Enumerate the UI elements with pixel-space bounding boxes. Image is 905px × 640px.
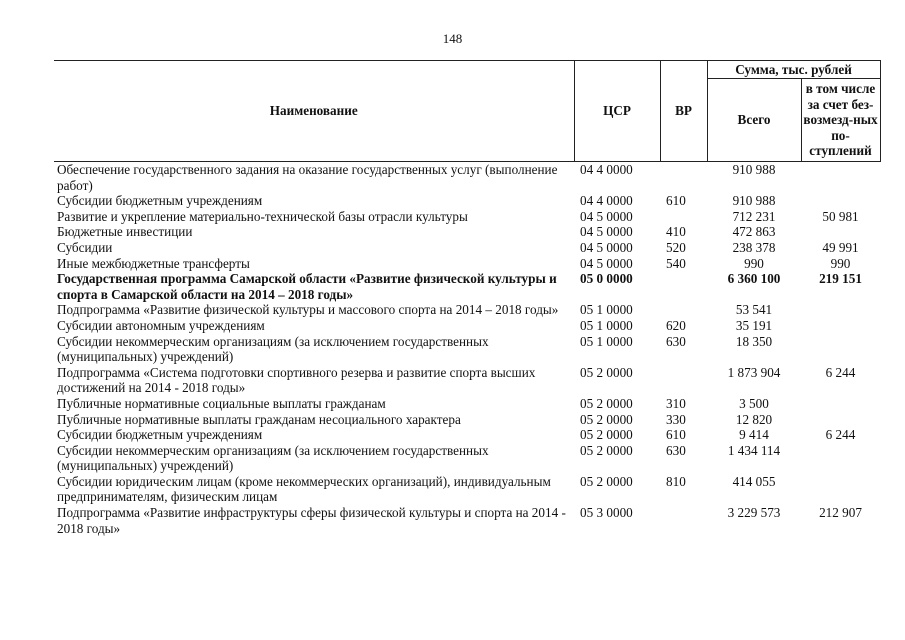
row-total: 6 360 100: [727, 271, 781, 287]
row-total: 12 820: [735, 411, 773, 427]
row-extra: [801, 318, 880, 334]
header-name: Наименование: [54, 61, 574, 162]
row-total: 1 434 114: [727, 442, 781, 458]
table-row: [54, 365, 880, 396]
table-row: [54, 193, 880, 209]
table-header: [54, 61, 880, 162]
table-row: [54, 256, 880, 272]
row-extra: 212 907: [819, 505, 862, 521]
row-csr: 05 2 0000: [580, 427, 633, 443]
table-body: [54, 162, 880, 537]
table-row: [54, 412, 880, 428]
row-csr: 05 1 0000: [580, 333, 633, 349]
row-extra: 6 244: [825, 427, 856, 443]
row-total: 1 873 904: [727, 364, 781, 380]
page-number: 148: [442, 31, 463, 46]
row-total: 472 863: [732, 224, 776, 240]
row-name: Субсидии: [57, 239, 113, 255]
row-total: 910 988: [732, 193, 776, 209]
table-row: [54, 318, 880, 334]
row-csr: 05 2 0000: [580, 364, 633, 380]
row-csr: 05 1 0000: [580, 317, 633, 333]
row-name: Субсидии бюджетным учреждениям: [57, 193, 263, 209]
row-extra: 6 244: [825, 364, 856, 380]
row-csr: 05 2 0000: [580, 473, 633, 489]
row-name: Подпрограмма «Развитие физической культуры и массового спорта на 2014 – 2018 годы»: [57, 302, 559, 318]
row-extra: 219 151: [819, 271, 862, 287]
row-name: Субсидии некоммерческим организациям (за исключением государственных (муниципальных) учреждений): [57, 333, 489, 365]
table-row: [54, 443, 880, 474]
table-row: [54, 224, 880, 240]
row-name: Субсидии юридическим лицам (кроме некоммерческих организаций), индивидуальным предпринимателям, физическим лицам: [57, 473, 551, 505]
row-vr: 540: [666, 255, 686, 271]
row-name: Развитие и укрепление материально-технической базы отрасли культуры: [57, 208, 468, 224]
budget-table: [54, 60, 881, 536]
table-row: [54, 505, 880, 536]
row-name: Субсидии бюджетным учреждениям: [57, 427, 263, 443]
row-vr: 630: [666, 442, 686, 458]
row-total: 53 541: [735, 302, 773, 318]
row-total: 712 231: [732, 208, 776, 224]
header-total: Всего: [707, 79, 801, 162]
row-extra: [801, 162, 880, 194]
row-extra: [801, 334, 880, 365]
row-vr: [660, 162, 707, 194]
row-total: 18 350: [735, 333, 773, 349]
header-vr: ВР: [660, 61, 707, 162]
row-csr: 05 2 0000: [580, 411, 633, 427]
row-csr: 05 2 0000: [580, 442, 633, 458]
row-total: 910 988: [732, 162, 776, 177]
table-row: [54, 162, 880, 194]
row-vr: 610: [666, 427, 686, 443]
row-vr: [660, 209, 707, 225]
row-extra: [801, 302, 880, 318]
row-vr: [660, 271, 707, 302]
row-name: Подпрограмма «Система подготовки спортивного резерва и развитие спорта высших достижений на 2014 - 2018 годы»: [57, 364, 536, 396]
row-extra: [801, 193, 880, 209]
row-extra: 49 991: [822, 239, 859, 255]
row-csr: 04 5 0000: [580, 224, 633, 240]
row-total: 990: [744, 255, 764, 271]
row-extra: 990: [830, 255, 851, 271]
row-name: Субсидии автономным учреждениям: [57, 317, 265, 333]
table-row: [54, 474, 880, 505]
row-csr: 04 5 0000: [580, 255, 633, 271]
row-total: 238 378: [732, 239, 776, 255]
row-vr: 610: [666, 193, 686, 209]
row-vr: 620: [666, 317, 686, 333]
row-csr: 05 0 0000: [580, 271, 633, 287]
row-name: Иные межбюджетные трансферты: [57, 255, 250, 271]
row-extra: [801, 396, 880, 412]
header-sum: Сумма, тыс. рублей: [707, 61, 880, 79]
row-vr: 520: [666, 239, 686, 255]
row-csr: 05 2 0000: [580, 395, 633, 411]
row-extra: [801, 443, 880, 474]
table-row: [54, 334, 880, 365]
table-row: [54, 209, 880, 225]
row-vr: 630: [666, 333, 686, 349]
row-name: Бюджетные инвестиции: [57, 224, 193, 240]
row-extra: [801, 474, 880, 505]
row-total: 3 229 573: [727, 505, 781, 521]
header-csr: ЦСР: [574, 61, 660, 162]
row-name: Публичные нормативные выплаты гражданам несоциального характера: [57, 411, 461, 427]
row-name: Подпрограмма «Развитие инфраструктуры сферы физической культуры и спорта на 2014 - 2018 годы»: [57, 505, 566, 536]
row-csr: 04 5 0000: [580, 239, 633, 255]
row-vr: [660, 365, 707, 396]
header-extra: в том числе за счет без-возмезд-ных по-ступлений: [801, 79, 880, 162]
row-csr: 04 5 0000: [580, 208, 633, 224]
row-csr: 04 4 0000: [580, 162, 633, 177]
row-csr: 05 3 0000: [580, 505, 633, 521]
row-extra: [801, 412, 880, 428]
row-extra: [801, 224, 880, 240]
row-name: Субсидии некоммерческим организациям (за исключением государственных (муниципальных) учреждений): [57, 442, 489, 474]
row-vr: 310: [666, 395, 686, 411]
row-vr: [660, 505, 707, 536]
row-vr: [660, 302, 707, 318]
table-row: [54, 396, 880, 412]
table-row: [54, 240, 880, 256]
row-total: 3 500: [739, 395, 769, 411]
row-vr: 330: [666, 411, 686, 427]
table-row: [54, 271, 880, 302]
row-csr: 04 4 0000: [580, 193, 633, 209]
table-row: [54, 302, 880, 318]
row-vr: 410: [666, 224, 686, 240]
row-csr: 05 1 0000: [580, 302, 633, 318]
row-name: Публичные нормативные социальные выплаты гражданам: [57, 395, 386, 411]
table-row: [54, 427, 880, 443]
row-total: 35 191: [735, 317, 773, 333]
row-total: 414 055: [732, 473, 776, 489]
row-vr: 810: [666, 473, 686, 489]
row-total: 9 414: [739, 427, 769, 443]
row-name: Государственная программа Самарской области «Развитие физической культуры и спорта в Самарской области на 2014 – 2018 годы»: [57, 271, 557, 302]
row-name: Обеспечение государственного задания на оказание государственных услуг (выполнение работ): [57, 162, 558, 193]
row-extra: 50 981: [822, 208, 859, 224]
